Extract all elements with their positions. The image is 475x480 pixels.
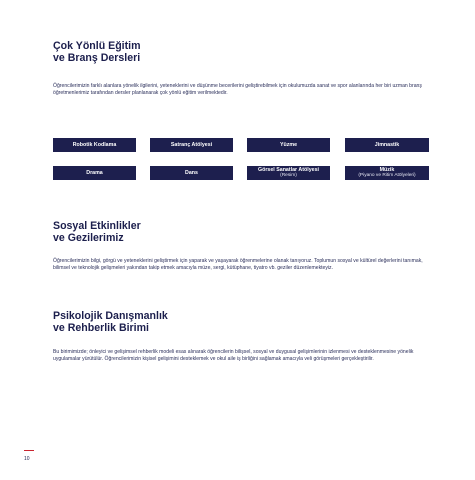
page-number-accent-line (24, 450, 34, 451)
branch-box-visual-arts (247, 166, 330, 180)
branch-label: Dans (185, 170, 198, 176)
section-title-line: ve Branş Dersleri (53, 52, 141, 64)
branch-box-drama (53, 166, 136, 180)
branch-box-dance (150, 166, 233, 180)
section-title-social-activities (53, 220, 141, 244)
branch-box-robotics (53, 138, 136, 152)
section-body-social-activities: Öğrencilerimizin bilgi, görgü ve yeteneklerini geliştirmek için yaparak ve yaşayarak öğrenmelerine olanak tanıyoruz. Toplumun sosyal ve kültürel değerlerini tanımak, bilimsel ve teknolojik gelişmeleri yakından takip etmek amacıyla müze, sergi, kütüphane, tiyatro vb. geziler düzenlemekteyiz. (53, 258, 423, 272)
branch-label: Jimnastik (374, 142, 400, 148)
branch-box-gymnastics (345, 138, 429, 152)
section-body-multi-faceted-education: Öğrencilerimizin farklı alanlara yönelik ilgilerini, yeteneklerini ve düşünme becerilerini geliştirebilmek için okulumuzda sanat ve spor alanlarında her biri uzman branş öğretmenlerimiz tarafından dersler planlanarak çok yönlü eğitim verilmektedir. (53, 83, 422, 97)
branch-label: Müzik (379, 167, 395, 173)
branch-label: Drama (86, 170, 103, 176)
branch-box-swimming (247, 138, 330, 152)
section-title-line: Sosyal Etkinlikler (53, 220, 141, 232)
branch-sublabel: (Piyano ve Ritim Atölyeleri) (358, 173, 416, 178)
branch-box-chess (150, 138, 233, 152)
branch-label: Görsel Sanatlar Atölyesi (257, 167, 320, 173)
branch-sublabel: (Resim) (280, 173, 297, 178)
page-number: 10 (24, 456, 30, 462)
section-body-guidance-unit: Bu birimimizde; önleyici ve gelişimsel rehberlik modeli esas alınarak öğrencilerin bilişsel, sosyal ve duygusal gelişimlerinin izlenmesi ve desteklenmesine yönelik uygulamalar yürütülür. Öğrencilerimizin kişisel gelişimini desteklemek ve okul aile iş birliğini sağlamak amacıyla veli görüşmeleri gerçekleştirilir. (53, 349, 414, 363)
branch-label: Yüzme (279, 142, 298, 148)
branch-box-music (345, 166, 429, 180)
section-title-line: Çok Yönlü Eğitim (53, 40, 141, 52)
section-title-multi-faceted-education (53, 40, 141, 64)
branch-label: Satranç Atölyesi (170, 142, 213, 148)
section-title-line: ve Gezilerimiz (53, 232, 124, 244)
section-title-guidance-unit (53, 310, 168, 334)
section-title-line: ve Rehberlik Birimi (53, 322, 149, 334)
branch-label: Robotik Kodlama (72, 142, 117, 148)
section-title-line: Psikolojik Danışmanlık (53, 310, 168, 322)
